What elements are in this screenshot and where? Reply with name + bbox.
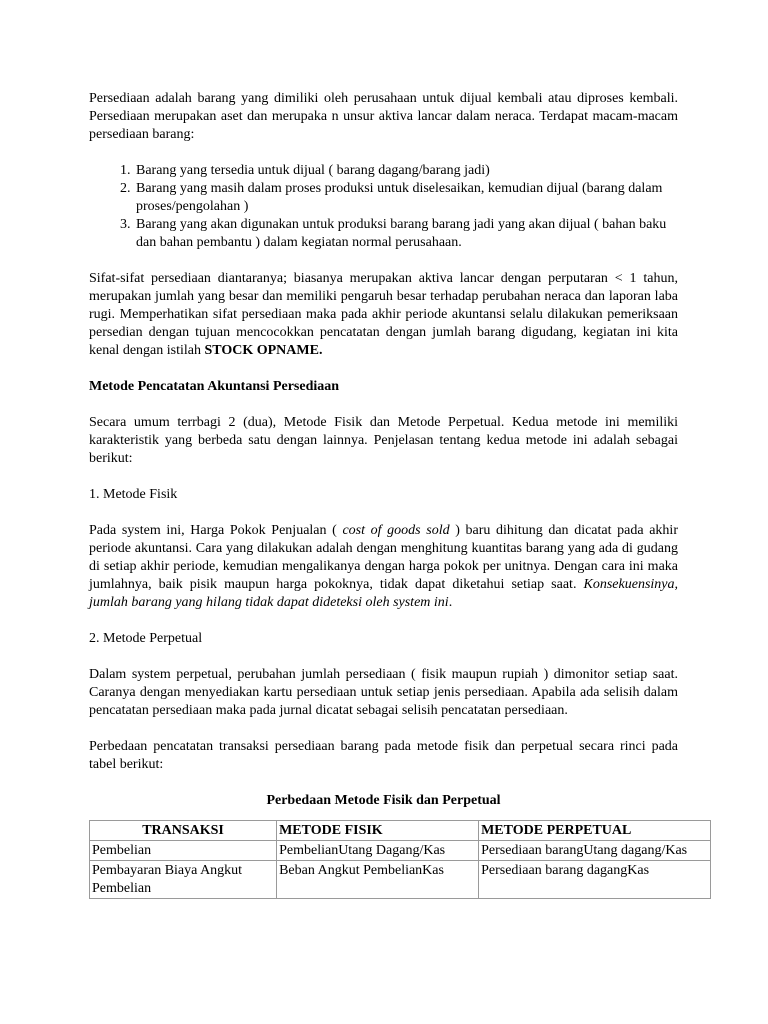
table-row — [90, 861, 711, 899]
fisik-title: 1. Metode Fisik — [89, 487, 178, 502]
table-cell: Beban Angkut PembelianKas — [277, 861, 479, 899]
header-transaksi: TRANSAKSI — [90, 821, 277, 841]
document-page — [89, 90, 678, 828]
fisik-end: . — [448, 595, 453, 610]
traits-text: Sifat-sifat persediaan diantaranya; biasanya merupakan aktiva lancar dengan perputaran < 1 tahun, merupakan jumlah yang besar dan memiliki pengaruh besar terhadap perubahan neraca dan laporan laba rugi. Memperhatikan sifat persediaan maka pada akhir periode akuntansi selalu dilakukan pemeriksaan persedian dengan tujuan mencocokkan pencatatan dengan jumlah barang digudang, kegiatan ini kita kenal dengan istilah — [89, 271, 678, 358]
methods-intro-paragraph: Secara umum terrbagi 2 (dua), Metode Fisik dan Metode Perpetual. Kedua metode ini memiliki karakteristik yang berbeda satu dengan lainnya. Penjelasan tentang kedua metode ini adalah sebagai berikut: — [89, 415, 678, 466]
fisik-text-2: ) baru dihitung dan dicatat pada akhir periode akuntansi. Cara yang dilakukan adalah dengan menghitung kuantitas barang yang ada di gudang di setiap akhir periode, kemudian mengalikanya dengan harga pokok per unitnya. Dengan cara ini maka jumlahnya, baik pisik maupun harga pokoknya, tidak dapat diketahui setiap saat. — [89, 523, 678, 592]
comparison-table — [89, 820, 711, 899]
header-metode-fisik: METODE FISIK — [277, 821, 479, 841]
list-item: 2. Barang yang masih dalam proses produksi untuk diselesaikan, kemudian dijual (barang dalam proses/pengolahan ) — [134, 180, 678, 216]
perpetual-paragraph: Dalam system perpetual, perubahan jumlah persediaan ( fisik maupun rupiah ) dimonitor setiap saat. Caranya dengan menyediakan kartu persediaan untuk setiap jenis persediaan. Apabila ada selisih dalam pencatatan persediaan maka pada jurnal dicatat sebagai selisih pencatatan persediaan. — [89, 667, 678, 718]
table-cell: Persediaan barangUtang dagang/Kas — [479, 841, 711, 861]
fisik-text-1: Pada system ini, Harga Pokok Penjualan ( — [89, 523, 343, 538]
table-cell: Persediaan barang dagangKas — [479, 861, 711, 899]
comparison-intro-paragraph: Perbedaan pencatatan transaksi persediaan barang pada metode fisik dan perpetual secara rinci pada tabel berikut: — [89, 739, 678, 772]
table-cell: PembelianUtang Dagang/Kas — [277, 841, 479, 861]
table-title: Perbedaan Metode Fisik dan Perpetual — [266, 793, 501, 808]
list-item: 1. Barang yang tersedia untuk dijual ( barang dagang/barang jadi) — [134, 162, 678, 180]
table-row — [90, 841, 711, 861]
table-header-row — [90, 821, 711, 841]
header-metode-perpetual: METODE PERPETUAL — [479, 821, 711, 841]
fisik-consequence: Konsekuensinya, jumlah barang yang hilang tidak dapat dideteksi oleh system ini — [89, 577, 678, 610]
section-heading: Metode Pencatatan Akuntansi Persediaan — [89, 379, 340, 394]
traits-paragraph — [89, 270, 678, 360]
perpetual-title: 2. Metode Perpetual — [89, 631, 203, 646]
fisik-paragraph — [89, 522, 678, 612]
cogs-term: cost of goods sold — [342, 523, 450, 538]
inventory-types-list — [89, 162, 678, 252]
intro-paragraph: Persediaan adalah barang yang dimiliki oleh perusahaan untuk dijual kembali atau diproses kembali. Persediaan merupakan aset dan merupaka n unsur aktiva lancar dalam neraca. Terdapat macam-macam persediaan barang: — [89, 91, 678, 142]
list-item: 3. Barang yang akan digunakan untuk produksi barang barang jadi yang akan dijual ( bahan baku dan bahan pembantu ) dalam kegiatan normal perusahaan. — [134, 216, 678, 252]
table-cell: Pembelian — [90, 841, 277, 861]
table-cell: Pembayaran Biaya Angkut Pembelian — [90, 861, 277, 899]
stock-opname-term: STOCK OPNAME. — [204, 343, 323, 358]
